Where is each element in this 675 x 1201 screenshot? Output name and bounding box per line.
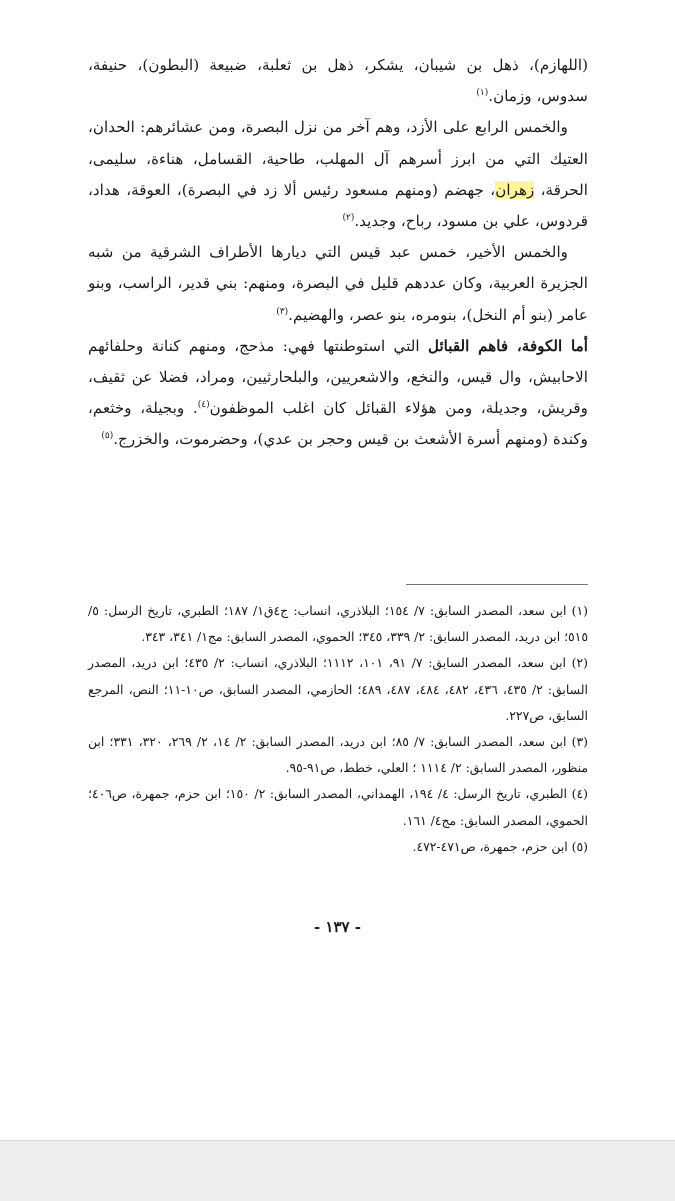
paragraph-2-text: والخمس الرابع على الأزد، وهم آخر من نزل البصرة، ومن عشائرهم: الحدان، العتيك التي من ابرز أسرهم آل المهلب، طاحية، القسامل، هناءة، سليمى، الحرقة،	[88, 118, 588, 199]
paragraph-2-rest: ، جهضم (ومنهم مسعود رئيس ألا زد في البصرة)، العوقة، هداد، قردوس، علي بن مسود، رباح، وجديد.	[88, 180, 588, 231]
footnote-5: (٥) ابن حزم، جمهرة، ص٤٧١-٤٧٢.	[412, 838, 588, 854]
footnote-ref-2[interactable]: (٢)	[342, 212, 355, 223]
page-number: - ١٣٧ -	[313, 918, 362, 936]
paragraph-1-text: (اللهازم)، ذهل بن شيبان، يشكر، ذهل بن ثعلبة، ضبيعة (البطون)، حنيفة، سدوس، وزمان.	[88, 56, 588, 106]
footnote-ref-4[interactable]: (٤)	[197, 400, 210, 411]
footnotes	[88, 598, 588, 860]
paragraph-1	[88, 50, 588, 112]
paragraph-2	[88, 112, 588, 237]
paragraph-4	[88, 331, 588, 456]
paragraph-4-rest: . وبجيلة، وخثعم، وكندة (ومنهم أسرة الأشعث بن قيس وحجر بن عدي)، وحضرموت، والخزرج.	[88, 399, 588, 449]
footnote-2: (٢) ابن سعد، المصدر السابق: ٧/ ٩١، ١٠١، ١١١٢؛ البلاذري، انساب: ٢/ ٤٣٥؛ ابن دريد، المصدر السابق: ٢/ ٤٣٥، ٤٣٦، ٤٨٢، ٤٨٤، ٤٨٧، ٤٨٩؛ الحازمي، المصدر السابق، ص١٠-١١؛ النص، المرجع السابق، ص٢٢٧.	[88, 655, 588, 723]
footnote-4: (٤) الطبري، تاريخ الرسل: ٤/ ١٩٤، الهمداني، المصدر السابق: ٢/ ١٥٠؛ ابن حزم، جمهرة، ص٤٠٦؛ الحموي، المصدر السابق: مج٤/ ١٦١.	[88, 786, 588, 828]
highlighted-word: زهران	[495, 180, 535, 199]
body-text	[88, 50, 588, 456]
paragraph-4-bold: أما الكوفة، فاهم القبائل	[427, 336, 589, 355]
paragraph-3	[88, 237, 588, 331]
paragraph-4-text: التي استوطنتها فهي: مذحج، ومنهم كنانة وحلفائهم الاحابيش، وال قيس، والنخع، والاشعريين، والبلحارثيين، ومراد، فضلا عن ثقيف، وقريش، وجديلة، ومن هؤلاء القبائل كان اغلب الموظفون	[88, 336, 588, 418]
footnote-3: (٣) ابن سعد، المصدر السابق: ٧/ ٨٥؛ ابن دريد، المصدر السابق: ٢/ ١٤، ٢/ ٢٦٩، ٣٢٠، ٣٣١؛ ابن منظور، المصدر السابق: ٢/ ١١١٤ ؛ العلي، خطط، ص٩١-٩٥.	[88, 734, 588, 776]
paragraph-3-text: والخمس الأخير، خمس عبد قيس التي ديارها الأطراف الشرقية من شبه الجزيرة العربية، وكان عددهم قليل في البصرة، ومنهم: بني قدير، الراسب، وبنو عامر (بنو أم النخل)، بنومره، بنو عصر، والهضيم.	[88, 243, 588, 324]
footnote-ref-5[interactable]: (٥)	[101, 431, 114, 442]
footnote-ref-3[interactable]: (٣)	[276, 306, 289, 317]
viewer-bottom-bar	[0, 1140, 675, 1201]
footnote-divider	[406, 584, 588, 585]
footnote-1: (١) ابن سعد، المصدر السابق: ٧/ ١٥٤؛ البلاذري، انساب: ج٤ق١/ ١٨٧؛ الطبري، تاريخ الرسل: ٥/ ٥١٥؛ ابن دريد، المصدر السابق: ٢/ ٣٣٩، ٣٤٥؛ الحموي، المصدر السابق: مج١/ ٣٤١، ٣٤٣.	[88, 603, 588, 645]
footnote-ref-1[interactable]: (١)	[476, 88, 489, 99]
